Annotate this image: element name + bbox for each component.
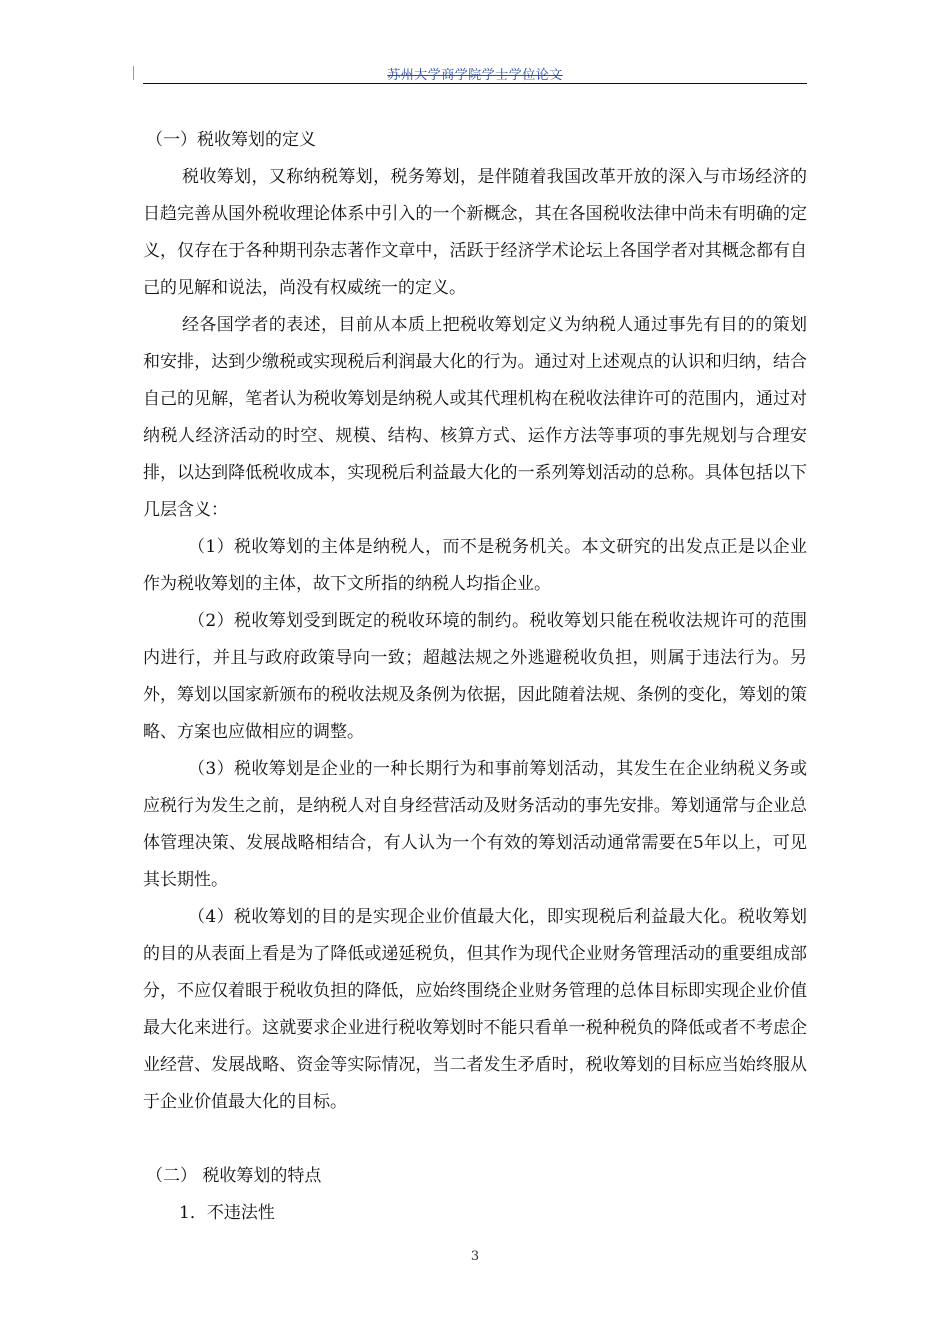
section-heading-definition: （一）税收筹划的定义 xyxy=(146,130,316,150)
header-divider xyxy=(143,83,807,84)
subsection-heading: 1．不违法性 xyxy=(179,1203,275,1223)
crop-mark xyxy=(133,66,134,80)
list-item: （3）税收筹划是企业的一种长期行为和事前筹划活动，其发生在企业纳税义务或应税行为发生之前，是纳税人对自身经营活动及财务活动的事先安排。筹划通常与企业总体管理决策、发展战略相结合，有人认为一个有效的筹划活动通常需要在5年以上，可见其长期性。 xyxy=(143,759,807,890)
section-heading-characteristics: （二） 税收筹划的特点 xyxy=(146,1166,322,1186)
list-item: （2）税收筹划受到既定的税收环境的制约。税收筹划只能在税收法规许可的范围内进行，并且与政府政策导向一致；超越法规之外逃避税收负担，则属于违法行为。另外，筹划以国家新颁布的税收法规及条例为依据，因此随着法规、条例的变化，筹划的策略、方案也应做相应的调整。 xyxy=(143,611,807,742)
list-item: （1）税收筹划的主体是纳税人，而不是税务机关。本文研究的出发点正是以企业作为税收筹划的主体，故下文所指的纳税人均指企业。 xyxy=(143,537,807,594)
paragraph: 税收筹划，又称纳税筹划，税务筹划，是伴随着我国改革开放的深入与市场经济的日趋完善从国外税收理论体系中引入的一个新概念，其在各国税收法律中尚未有明确的定义，仅存在于各种期刊杂志著作文章中，活跃于经济学术论坛上各国学者对其概念都有自己的见解和说法，尚没有权威统一的定义。 xyxy=(143,167,807,298)
page-number: 3 xyxy=(470,1249,480,1264)
list-item: （4）税收筹划的目的是实现企业价值最大化，即实现税后利益最大化。税收筹划的目的从表面上看是为了降低或递延税负，但其作为现代企业财务管理活动的重要组成部分，不应仅着眼于税收负担的降低，应始终围绕企业财务管理的总体目标即实现企业价值最大化来进行。这就要求企业进行税收筹划时不能只看单一税种税负的降低或者不考虑企业经营、发展战略、资金等实际情况，当二者发生矛盾时，税收筹划的目标应当始终服从于企业价值最大化的目标。 xyxy=(143,907,807,1112)
section-spacer xyxy=(143,1121,807,1158)
document-body xyxy=(143,122,807,1232)
page-header-title: 苏州大学商学院学士学位论文 xyxy=(387,68,563,83)
paragraph: 经各国学者的表述，目前从本质上把税收筹划定义为纳税人通过事先有目的的策划和安排，达到少缴税或实现税后利润最大化的行为。通过对上述观点的认识和归纳，结合自己的见解，笔者认为税收筹划是纳税人或其代理机构在税收法律许可的范围内，通过对纳税人经济活动的时空、规模、结构、核算方式、运作方法等事项的事先规划与合理安排，以达到降低税收成本，实现税后利益最大化的一系列筹划活动的总称。具体包括以下几层含义： xyxy=(143,315,807,520)
